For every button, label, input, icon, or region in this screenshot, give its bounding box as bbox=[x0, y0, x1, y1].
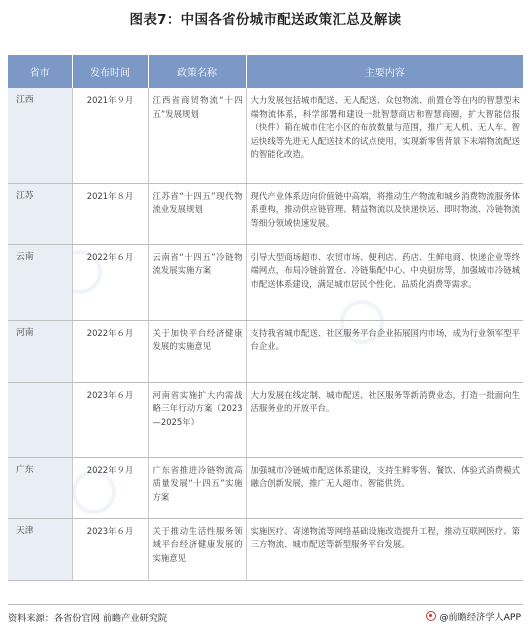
date-cell: 2023年６月 bbox=[72, 382, 148, 457]
column-header-province: 省市 bbox=[8, 55, 72, 88]
policy-name-cell: 江苏省“十四五”现代物流业发展规划 bbox=[148, 183, 246, 244]
province-cell: 广东 bbox=[8, 457, 72, 518]
table-row bbox=[8, 183, 523, 244]
date-cell: 2022年９月 bbox=[72, 457, 148, 518]
province-cell: 江苏 bbox=[8, 183, 72, 244]
province-cell: 天津 bbox=[8, 518, 72, 580]
policy-name-cell: 云南省“十四五”冷链物流发展实施方案 bbox=[148, 244, 246, 320]
table-row bbox=[8, 457, 523, 518]
table-header-row bbox=[8, 55, 523, 88]
province-cell: 云南 bbox=[8, 244, 72, 320]
date-cell: 2023年６月 bbox=[72, 518, 148, 580]
brand-credit bbox=[426, 609, 521, 623]
column-header-date: 发布时间 bbox=[72, 55, 148, 88]
province-cell: 河南 bbox=[8, 320, 72, 382]
policy-name-cell: 河南省实施扩大内需战略三年行动方案（2023—2025年） bbox=[148, 382, 246, 457]
chart-title: 图表7：中国各省份城市配送政策汇总及解读 bbox=[129, 12, 402, 28]
province-cell bbox=[8, 382, 72, 457]
content-cell: 大力发展在线定制、城市配送、社区服务等新消费业态，打造一批面向生活服务业的开放平台。 bbox=[246, 382, 523, 457]
date-cell: 2021年８月 bbox=[72, 183, 148, 244]
footer-divider bbox=[8, 604, 523, 605]
brand-logo-icon bbox=[426, 611, 436, 621]
content-cell: 加强城市冷链城市配送体系建设，支持生鲜零售、餐饮、体验式消费模式融合创新发展，推广无人超市、智能供货。 bbox=[246, 457, 523, 518]
brand-credit-label: @前瞻经济学人APP bbox=[439, 612, 521, 623]
table-row bbox=[8, 88, 523, 183]
column-header-content: 主要内容 bbox=[246, 55, 523, 88]
source-note: 资料来源：各省份官网 前瞻产业研究院 bbox=[8, 613, 168, 624]
table-row bbox=[8, 518, 523, 580]
column-header-policy-name: 政策名称 bbox=[148, 55, 246, 88]
content-cell: 引导大型商场超市、农贸市场、便利店、药店、生鲜电商、快递企业等终端网点，布局冷链前置仓、冷链集配中心、中央厨房等，加强城市冷链城市配送体系建设，满足城市居民个性化、品质化消费等需求。 bbox=[246, 244, 523, 320]
content-cell: 大力发展包括城市配送、无人配送、众包物流、前置仓等在内的智慧型末端物流体系，科学部署和建设一批智慧商店和智慧商圈，扩大智能信报（快件）箱在城市住宅小区的布放数量与范围，推广无人机、无人车、智运快线等先进无人配送技术的试点使用，实现新零售背景下末端物流配送的智能化改造。 bbox=[246, 88, 523, 183]
province-cell: 江西 bbox=[8, 88, 72, 183]
table-row bbox=[8, 244, 523, 320]
date-cell: 2021年９月 bbox=[72, 88, 148, 183]
policy-name-cell: 关于推动生活性服务领域平台经济健康发展的实施意见 bbox=[148, 518, 246, 580]
policy-name-cell: 广东省推进冷链物流高质量发展“十四五”实施方案 bbox=[148, 457, 246, 518]
policy-name-cell: 江西省商贸物流“十四五”发展规划 bbox=[148, 88, 246, 183]
date-cell: 2022年６月 bbox=[72, 320, 148, 382]
content-cell: 支持我省城市配送、社区服务平台企业拓展国内市场，成为行业领军型平台企业。 bbox=[246, 320, 523, 382]
content-cell: 现代产业体系迈向价值链中高端，将推动生产物流和城乡消费物流服务体系重构，推动供应链管理、精益物流以及快递快运、即时物流、冷链物流等细分领域快速发展。 bbox=[246, 183, 523, 244]
table-row bbox=[8, 382, 523, 457]
table-row bbox=[8, 320, 523, 382]
policy-name-cell: 关于加快平台经济健康发展的实施意见 bbox=[148, 320, 246, 382]
date-cell: 2022年６月 bbox=[72, 244, 148, 320]
policy-table bbox=[8, 55, 523, 581]
content-cell: 实施医疗、寄递物流等网络基础设施改造提升工程，推动互联网医疗、第三方物流、城市配送等新型服务平台发展。 bbox=[246, 518, 523, 580]
